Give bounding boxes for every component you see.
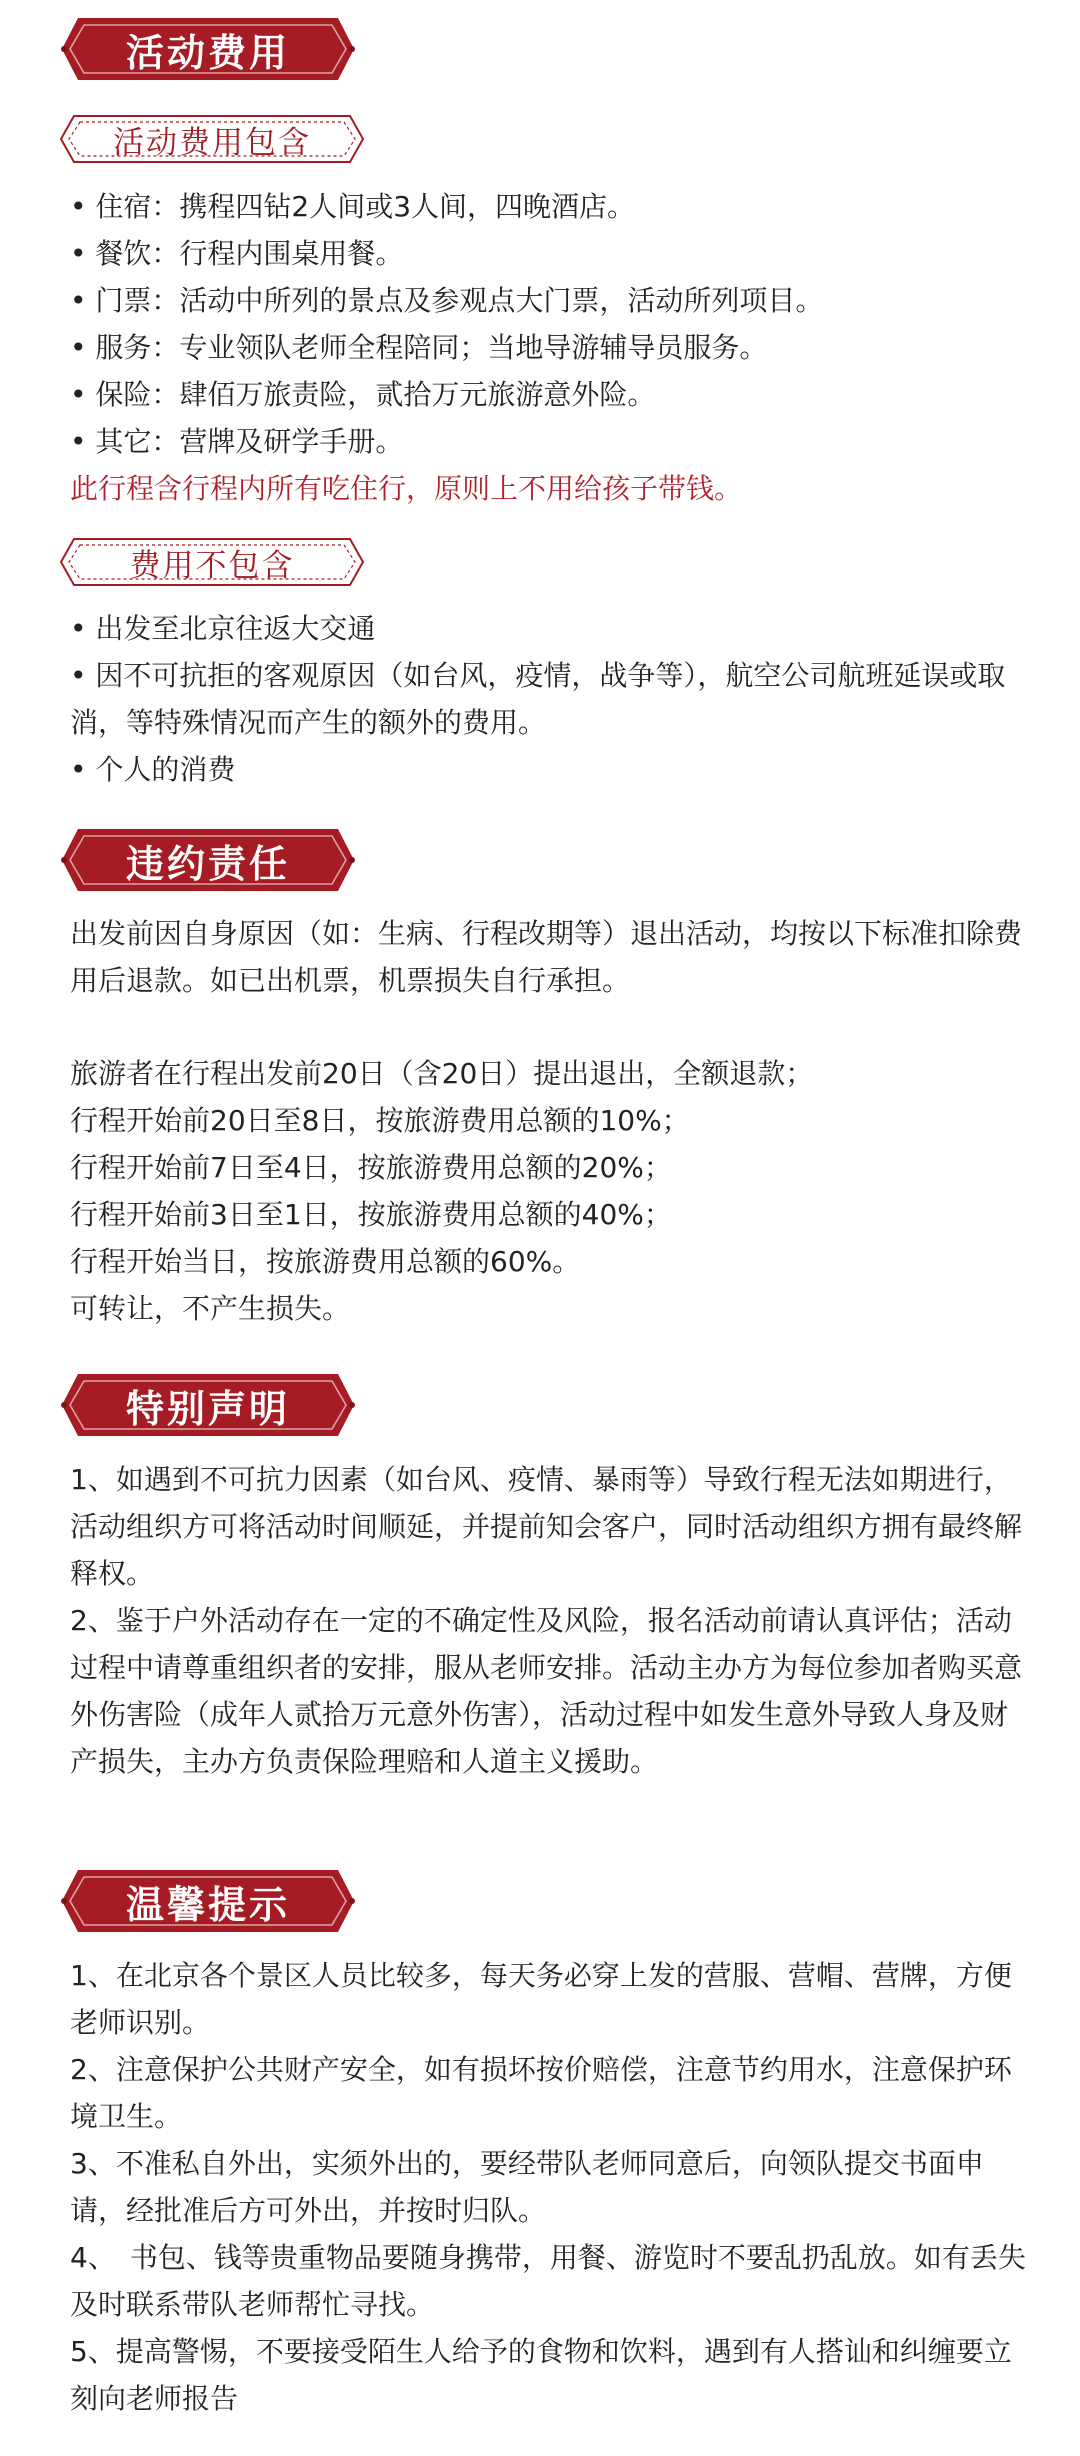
- list-item: • 个人的消费: [70, 753, 236, 786]
- section-banner-statement: [58, 1370, 358, 1440]
- tip-item: 2、注意保护公共财产安全，如有损坏按价赔偿，注意节约用水，注意保护环境卫生。: [70, 2053, 1012, 2133]
- section-title: 违约责任: [125, 841, 290, 886]
- subsection-title: 费用不包含: [129, 547, 295, 584]
- rule-item: 行程开始前7日至4日，按旅游费用总额的20%；: [70, 1151, 672, 1184]
- tip-item: 5、提高警惕，不要接受陌生人给予的食物和饮料，遇到有人搭讪和纠缠要立刻向老师报告: [70, 2335, 1012, 2415]
- section-banner-liability: [58, 825, 358, 895]
- tip-item: 4、 书包、钱等贵重物品要随身携带，用餐、游览时不要乱扔乱放。如有丢失及时联系带队老师帮忙寻找。: [70, 2241, 1026, 2321]
- liability-intro: 出发前因自身原因（如：生病、行程改期等）退出活动，均按以下标准扣除费用后退款。如已出机票，机票损失自行承担。: [70, 917, 1023, 997]
- list-item: • 出发至北京往返大交通: [70, 612, 376, 645]
- section-banner-fees: [58, 14, 358, 84]
- section-title: 温馨提示: [125, 1882, 290, 1927]
- list-item: • 住宿：携程四钻2人间或3人间，四晚酒店。: [70, 190, 636, 223]
- section-title: 特别声明: [125, 1386, 290, 1431]
- rule-item: 行程开始当日，按旅游费用总额的60%。: [70, 1245, 581, 1278]
- list-item: • 服务：专业领队老师全程陪同；当地导游辅导员服务。: [70, 331, 768, 364]
- list-item: • 门票：活动中所列的景点及参观点大门票，活动所列项目。: [70, 284, 824, 317]
- list-item: • 因不可抗拒的客观原因（如台风，疫情，战争等），航空公司航班延误或取消，等特殊情况而产生的额外的费用。: [70, 659, 1006, 739]
- list-item: • 餐饮：行程内围桌用餐。: [70, 237, 404, 270]
- subsection-banner-excluded: [58, 536, 366, 588]
- excluded-list: [70, 605, 1030, 793]
- statement-item: 2、鉴于户外活动存在一定的不确定性及风险，报名活动前请认真评估；活动过程中请尊重组织者的安排，服从老师安排。活动主办方为每位参加者购买意外伤害险（成年人贰拾万元意外伤害），活动过程中如发生意外导致人身及财产损失，主办方负责保险理赔和人道主义援助。: [70, 1604, 1023, 1778]
- rule-item: 旅游者在行程出发前20日（含20日）提出退出，全额退款；: [70, 1057, 814, 1090]
- included-list: [70, 183, 1030, 465]
- list-item: • 其它：营牌及研学手册。: [70, 425, 404, 458]
- rule-item: 可转让，不产生损失。: [70, 1292, 351, 1325]
- statement-item: 1、如遇到不可抗力因素（如台风、疫情、暴雨等）导致行程无法如期进行，活动组织方可将活动时间顺延，并提前知会客户，同时活动组织方拥有最终解释权。: [70, 1463, 1023, 1590]
- included-note: 此行程含行程内所有吃住行，原则上不用给孩子带钱。: [70, 472, 743, 505]
- statement-list: [70, 1456, 1030, 1785]
- list-item: • 保险：肆佰万旅责险，贰拾万元旅游意外险。: [70, 378, 656, 411]
- liability-rules: [70, 1050, 1030, 1332]
- tip-item: 1、在北京各个景区人员比较多，每天务必穿上发的营服、营帽、营牌，方便老师识别。: [70, 1959, 1012, 2039]
- section-title: 活动费用: [125, 30, 290, 75]
- rule-item: 行程开始前20日至8日，按旅游费用总额的10%；: [70, 1104, 690, 1137]
- tips-list: [70, 1952, 1030, 2422]
- rule-item: 行程开始前3日至1日，按旅游费用总额的40%；: [70, 1198, 672, 1231]
- subsection-title: 活动费用包含: [113, 124, 311, 161]
- tip-item: 3、不准私自外出，实须外出的，要经带队老师同意后，向领队提交书面申请，经批准后方可外出，并按时归队。: [70, 2147, 984, 2227]
- subsection-banner-included: [58, 113, 366, 165]
- section-banner-tips: [58, 1866, 358, 1936]
